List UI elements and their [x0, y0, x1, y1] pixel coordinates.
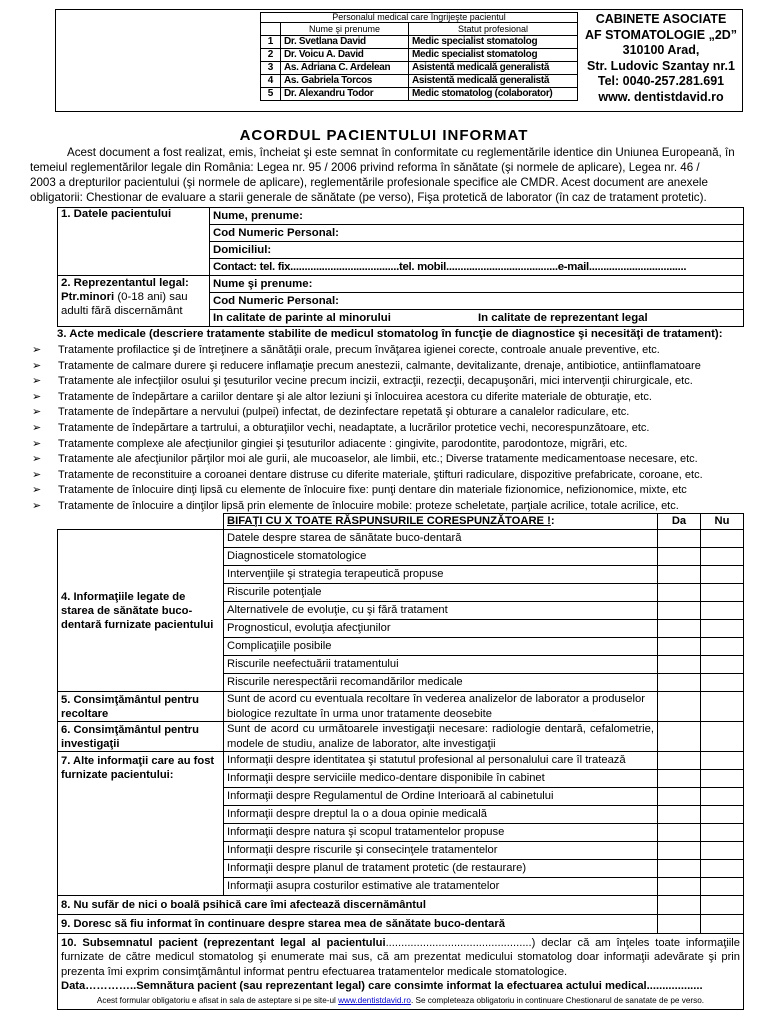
clinic-line: AF STOMATOLOGIE „2D” — [584, 27, 738, 42]
arrow-bullet-icon: ➢ — [32, 484, 42, 497]
list-item: ➢ Tratamente ale infecţiilor osului şi ţesuturilor vecine precum incizii, extracţii, rezecţii, decapuşonări, mici intervenţii chirurgicale, etc. — [32, 374, 752, 390]
intro-paragraph: Acest document a fost realizat, emis, încheiat şi este semnat în conformitate cu reglementările identice din Uniunea Europeană, în temeiul reglementărilor legale din România: Legea nr. 95 / 2006 privind reforma în sănătate (şi normele de aplicare), Legea nr. 46 / 2003 a drepturilor pacientului (şi normele de aplicare), reglementările profesionale specifice ale CMDR. Acest document are anexele obligatorii: Chestionar de evaluare a starii generale de sănătate (pe verso), Fişa protetică de laborator (în caz de tratament protetic). — [30, 146, 735, 204]
patient-section-label: 1. Datele pacientului — [58, 208, 210, 276]
medical-acts-list — [32, 343, 752, 515]
yes-checkbox[interactable] — [658, 860, 701, 878]
list-item: ➢ Tratamente de calmare durere şi reducere inflamaţie precum anestezii, calmante, devitalizante, drenaje, antibiotice, antiinflamatoare — [32, 359, 752, 375]
yes-checkbox[interactable] — [658, 656, 701, 674]
consent-item: Diagnosticele stomatologice — [224, 548, 658, 566]
yes-checkbox[interactable] — [658, 896, 701, 915]
consent-item: Intervenţiile şi strategia terapeutică propuse — [224, 566, 658, 584]
no-checkbox[interactable] — [701, 896, 744, 915]
yes-checkbox[interactable] — [658, 788, 701, 806]
arrow-bullet-icon: ➢ — [32, 468, 42, 481]
clinic-website: www. dentistdavid.ro — [598, 89, 724, 104]
clinic-line: CABINETE ASOCIATE — [595, 12, 727, 26]
yes-checkbox[interactable] — [658, 770, 701, 788]
yes-checkbox[interactable] — [658, 915, 701, 934]
no-checkbox[interactable] — [701, 806, 744, 824]
no-checkbox[interactable] — [701, 788, 744, 806]
patient-cnp-field[interactable]: Cod Numeric Personal: — [210, 225, 744, 242]
no-checkbox[interactable] — [701, 638, 744, 656]
patient-data-table — [57, 207, 744, 327]
patient-address-field[interactable]: Domiciliul: — [210, 242, 744, 259]
consent-item: Sunt de acord cu eventuala recoltare în vederea analizelor de laborator a produselor biologice rezultate în urma unor tratamente deosebite — [224, 692, 658, 722]
consent-item: Datele despre starea de sănătate buco-dentară — [224, 530, 658, 548]
no-checkbox[interactable] — [701, 915, 744, 934]
no-checkbox[interactable] — [701, 752, 744, 770]
no-checkbox[interactable] — [701, 530, 744, 548]
arrow-bullet-icon: ➢ — [32, 499, 42, 512]
no-checkbox[interactable] — [701, 878, 744, 896]
consent-item: Alternativele de evoluţie, cu şi fără tratament — [224, 602, 658, 620]
clinic-phone: Tel: 0040-257.281.691 — [597, 74, 725, 89]
section-9-statement: 9. Doresc să fiu informat în continuare despre starea mea de sănătate buco-dentară — [58, 915, 658, 934]
no-checkbox[interactable] — [701, 842, 744, 860]
section-7-label: 7. Alte informaţii care au fost furnizate pacientului: — [58, 752, 224, 896]
clinic-line: 310100 Arad, — [622, 43, 700, 58]
yes-checkbox[interactable] — [658, 722, 701, 752]
arrow-bullet-icon: ➢ — [32, 375, 42, 388]
rep-capacity-field[interactable]: In calitate de parinte al minorului In calitate de reprezentant legal — [210, 310, 744, 327]
consent-item: Informaţii asupra costurilor estimative ale tratamentelor — [224, 878, 658, 896]
consent-item: Informaţii despre serviciile medico-dentare disponibile în cabinet — [224, 770, 658, 788]
consent-item: Riscurile nerespectării recomandărilor medicale — [224, 674, 658, 692]
list-item: ➢ Tratamente de îndepărtare a cariilor dentare şi ale altor leziuni şi înlocuirea acestora cu diferite materiale de obturaţie, etc. — [32, 390, 752, 406]
no-checkbox[interactable] — [701, 860, 744, 878]
consent-item: Riscurile potenţiale — [224, 584, 658, 602]
yes-checkbox[interactable] — [658, 752, 701, 770]
consent-instructions: BIFAŢI CU X TOATE RĂSPUNSURILE CORESPUNZĂTOARE !: — [224, 514, 658, 530]
staff-caption: Personalul medical care îngrijeşte pacientul — [261, 13, 578, 23]
rep-name-field[interactable]: Nume şi prenume: — [210, 276, 744, 293]
no-checkbox[interactable] — [701, 770, 744, 788]
website-link[interactable]: www.dentistdavid.ro — [338, 996, 411, 1006]
consent-item: Complicaţiile posibile — [224, 638, 658, 656]
no-checkbox[interactable] — [701, 548, 744, 566]
yes-checkbox[interactable] — [658, 566, 701, 584]
col-no-header: Nu — [701, 514, 744, 530]
staff-header-status: Statut profesional — [409, 23, 578, 36]
staff-row: 3 As. Adriana C. Ardelean Asistentă medicală generalistă — [261, 62, 578, 75]
consent-item: Riscurile neefectuării tratamentului — [224, 656, 658, 674]
arrow-bullet-icon: ➢ — [32, 406, 42, 419]
consent-item: Prognosticul, evoluţia afecţiunilor — [224, 620, 658, 638]
date-signature-line[interactable]: Data…………..Semnătura pacient (sau reprezentant legal) care consimte informat la efectuarea actului medical.................. — [61, 979, 703, 992]
consent-item: Sunt de acord cu următoarele investigaţii necesare: radiologie dentară, cefalometrie, modele de studiu, analize de laborator, alte investigaţii — [224, 722, 658, 752]
clinic-line: Str. Ludovic Szantay nr.1 — [587, 58, 735, 73]
section-5-label: 5. Consimţământul pentru recoltare — [58, 692, 224, 722]
consent-item: Informaţii despre planul de tratament protetic (de restaurare) — [224, 860, 658, 878]
staff-header-nr — [261, 23, 281, 36]
list-item: ➢ Tratamente de îndepărtare a nervului (pulpei) infectat, de dezinfectare repetată şi obturare a canalelor radiculare, etc. — [32, 405, 752, 421]
rep-cnp-field[interactable]: Cod Numeric Personal: — [210, 293, 744, 310]
medical-acts-heading: 3. Acte medicale (descriere tratamente stabilite de medicul stomatolog în funcţie de diagnostice şi necesităţi de tratament): — [57, 328, 723, 340]
list-item: ➢ Tratamente de înlocuire dinţi lipsă cu elemente de înlocuire fixe: punţi dentare din materiale fizionomice, nefizionomice, mixte, etc — [32, 483, 752, 499]
consent-item: Informaţii despre natura şi scopul tratamentelor propuse — [224, 824, 658, 842]
no-checkbox[interactable] — [701, 620, 744, 638]
list-item: ➢ Tratamente de înlocuire a dinţilor lipsă prin elemente de înlocuire mobile: proteze scheletate, parţiale acrilice, totale acrilice, etc. — [32, 499, 752, 515]
staff-row: 1 Dr. Svetlana David Medic specialist stomatolog — [261, 36, 578, 49]
staff-row: 5 Dr. Alexandru Todor Medic stomatolog (colaborator) — [261, 88, 578, 101]
clinic-info — [580, 12, 742, 106]
list-item: ➢ Tratamente profilactice şi de întreţinere a sănătăţii orale, precum învăţarea igienei corecte, controale anuale preventive, etc. — [32, 343, 752, 359]
arrow-bullet-icon: ➢ — [32, 437, 42, 450]
no-checkbox[interactable] — [701, 722, 744, 752]
arrow-bullet-icon: ➢ — [32, 344, 42, 356]
section-8-statement: 8. Nu sufăr de nici o boală psihică care îmi afectează discernământul — [58, 896, 658, 915]
no-checkbox[interactable] — [701, 692, 744, 722]
staff-row: 2 Dr. Voicu A. David Medic specialist stomatolog — [261, 49, 578, 62]
no-checkbox[interactable] — [701, 824, 744, 842]
staff-row: 4 As. Gabriela Torcos Asistentă medicală generalistă — [261, 75, 578, 88]
consent-item: Informaţii despre dreptul la o a doua opinie medicală — [224, 806, 658, 824]
footer-note: Acest formular obligatoriu e afisat in sala de asteptare si pe site-ul www.dentistdavid.ro. Se completeaza obligatoriu in continuare Chestionarul de sanatate de pe verso. — [96, 996, 705, 1006]
consent-item: Informaţii despre identitatea şi statutul profesional al personalului care îl tratează — [224, 752, 658, 770]
arrow-bullet-icon: ➢ — [32, 359, 42, 372]
list-item: ➢ Tratamente ale afecţiunilor părţilor moi ale gurii, ale mucoaselor, ale limbii, etc.; Diverse tratamente medicamentoase necesare, etc. — [32, 452, 752, 468]
patient-contact-field[interactable]: Contact: tel. fix......................................tel. mobil.......................................e-mail.................................. — [210, 259, 744, 276]
yes-checkbox[interactable] — [658, 530, 701, 548]
list-item: ➢ Tratamente de reconstituire a coroanei dentare distruse cu diferite materiale, ştifturi radiculare, dispozitive prefabricate, coroane, etc. — [32, 468, 752, 484]
representative-section-label: 2. Reprezentantul legal: Ptr.minori (0-18 ani) sau adulti fără discernământ — [58, 276, 210, 327]
no-checkbox[interactable] — [701, 656, 744, 674]
section-4-label: 4. Informaţiile legate de starea de sănătate buco-dentară furnizate pacientului — [58, 530, 224, 692]
list-item: ➢ Tratamente de îndepărtare a tartrului, a obturaţiilor vechi, neadaptate, a lucrărilor protetice vechi, necorespunzătoare, etc. — [32, 421, 752, 437]
patient-name-field[interactable]: Nume, prenume: — [210, 208, 744, 225]
no-checkbox[interactable] — [701, 602, 744, 620]
staff-table — [260, 12, 578, 101]
yes-checkbox[interactable] — [658, 842, 701, 860]
staff-header-name: Nume şi prenume — [281, 23, 409, 36]
yes-checkbox[interactable] — [658, 602, 701, 620]
yes-checkbox[interactable] — [658, 692, 701, 722]
col-yes-header: Da — [658, 514, 701, 530]
no-checkbox[interactable] — [701, 566, 744, 584]
arrow-bullet-icon: ➢ — [32, 453, 42, 466]
yes-checkbox[interactable] — [658, 824, 701, 842]
consent-item: Informaţii despre Regulamentul de Ordine Interioară al cabinetului — [224, 788, 658, 806]
section-6-label: 6. Consimţământul pentru investigaţii — [58, 722, 224, 752]
yes-checkbox[interactable] — [658, 878, 701, 896]
list-item: ➢ Tratamente complexe ale afecţiunilor gingiei şi ţesuturilor adiacente : gingivite, parodontite, parodontoze, migrări, etc. — [32, 437, 752, 453]
yes-checkbox[interactable] — [658, 620, 701, 638]
no-checkbox[interactable] — [701, 674, 744, 692]
yes-checkbox[interactable] — [658, 806, 701, 824]
consent-table — [57, 513, 744, 1010]
yes-checkbox[interactable] — [658, 584, 701, 602]
arrow-bullet-icon: ➢ — [32, 390, 42, 403]
yes-checkbox[interactable] — [658, 638, 701, 656]
yes-checkbox[interactable] — [658, 548, 701, 566]
document-title: ACORDUL PACIENTULUI INFORMAT — [239, 127, 529, 144]
yes-checkbox[interactable] — [658, 674, 701, 692]
no-checkbox[interactable] — [701, 584, 744, 602]
consent-item: Informaţii despre riscurile şi consecinţele tratamentelor — [224, 842, 658, 860]
arrow-bullet-icon: ➢ — [32, 421, 42, 434]
section-10-declaration: 10. Subsemnatul pacient (reprezentant legal al pacientului...............................................) declar că am înţeles toate informaţiile furnizate de către medicul stomatolog şi enumerate mai sus, că am prezentat medicului stomatolog doar informaţii adevărate şi prin prezenta îmi exprim consimţământul informat pentru efectuarea tratamentelor medicale stomatologice. Data…………..Semnătura pacient (sau reprezentant legal) care consimte informat la efectuarea actului medical.................. Acest formular obligatoriu e afisat in sala de asteptare si pe site-ul www.dentistdavid.ro. Se completeaza obligatoriu in continuare Chestionarul de sanatate de pe verso. — [58, 934, 744, 1010]
